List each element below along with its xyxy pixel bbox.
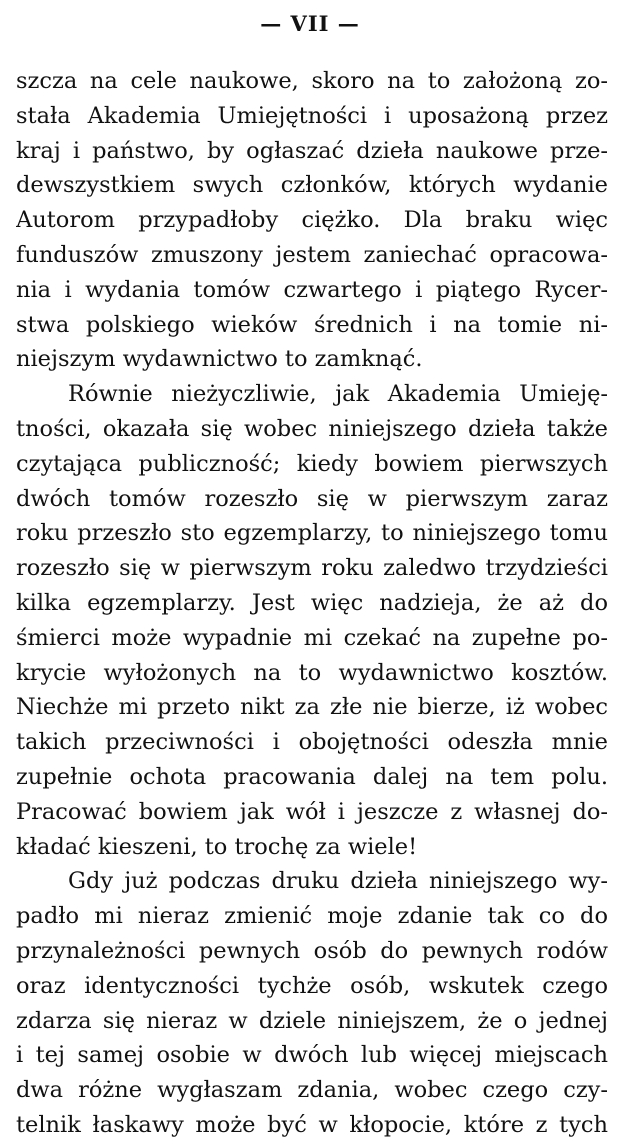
text-line: dwóch tomów rozeszło się w pierwszym zaraz: [16, 485, 608, 512]
text-line: oraz identyczności tychże osób, wskutek czego: [16, 972, 608, 999]
text-line: telnik łaskawy może być w kłopocie, które z tych: [16, 1111, 608, 1138]
text-line: niejszym wydawnictwo to zamknąć.: [16, 346, 423, 373]
text-line: rozeszło się w pierwszym roku zaledwo trzydzieści: [16, 555, 608, 582]
text-line: zdarza się nieraz w dziele niniejszem, że o jednej: [16, 1007, 608, 1034]
page-number-header: — VII —: [260, 11, 360, 36]
text-line: i tej samej osobie w dwóch lub więcej miejscach: [16, 1042, 608, 1069]
text-line: krycie wyłożonych na to wydawnictwo kosztów.: [16, 659, 608, 686]
text-line: padło mi nieraz zmienić moje zdanie tak co do: [16, 903, 608, 930]
text-line: stała Akademia Umiejętności i uposażoną przez: [16, 102, 608, 129]
text-line: dewszystkiem swych członków, których wydanie: [16, 172, 608, 199]
text-line: takich przeciwności i obojętności odeszła mnie: [16, 729, 608, 756]
text-line: Równie nieżyczliwie, jak Akademia Umieję-: [68, 381, 608, 408]
text-line: dwa różne wygłaszam zdania, wobec czego czy-: [16, 1077, 608, 1104]
text-line: zupełnie ochota pracowania dalej na tem polu.: [16, 763, 608, 790]
text-line: Gdy już podczas druku dzieła niniejszego wy-: [68, 868, 608, 895]
text-line: Niechże mi przeto nikt za złe nie bierze, iż wobec: [16, 694, 608, 721]
text-line: czytająca publiczność; kiedy bowiem pierwszych: [16, 450, 608, 477]
text-line: stwa polskiego wieków średnich i na tomie ni-: [16, 311, 608, 338]
text-line: tności, okazała się wobec niniejszego dzieła także: [16, 415, 608, 442]
text-line: nia i wydania tomów czwartego i piątego Rycer-: [16, 276, 608, 303]
text-line: Pracować bowiem jak wół i jeszcze z własnej do-: [16, 798, 608, 825]
text-line: Autorom przypadłoby ciężko. Dla braku więc: [16, 207, 608, 234]
text-line: śmierci może wypadnie mi czekać na zupełne po-: [16, 624, 608, 651]
body-text: [16, 64, 608, 1143]
text-line: kraj i państwo, by ogłaszać dzieła naukowe prze-: [16, 137, 608, 164]
text-line: przynależności pewnych osób do pewnych rodów: [16, 937, 608, 964]
text-line: funduszów zmuszony jestem zaniechać opracowa-: [16, 241, 608, 268]
text-line: kilka egzemplarzy. Jest więc nadzieja, że aż do: [16, 589, 608, 616]
text-line: kładać kieszeni, to trochę za wiele!: [16, 833, 418, 860]
text-line: roku przeszło sto egzemplarzy, to niniejszego tomu: [16, 520, 608, 547]
text-line: szcza na cele naukowe, skoro na to założoną zo-: [16, 68, 608, 94]
